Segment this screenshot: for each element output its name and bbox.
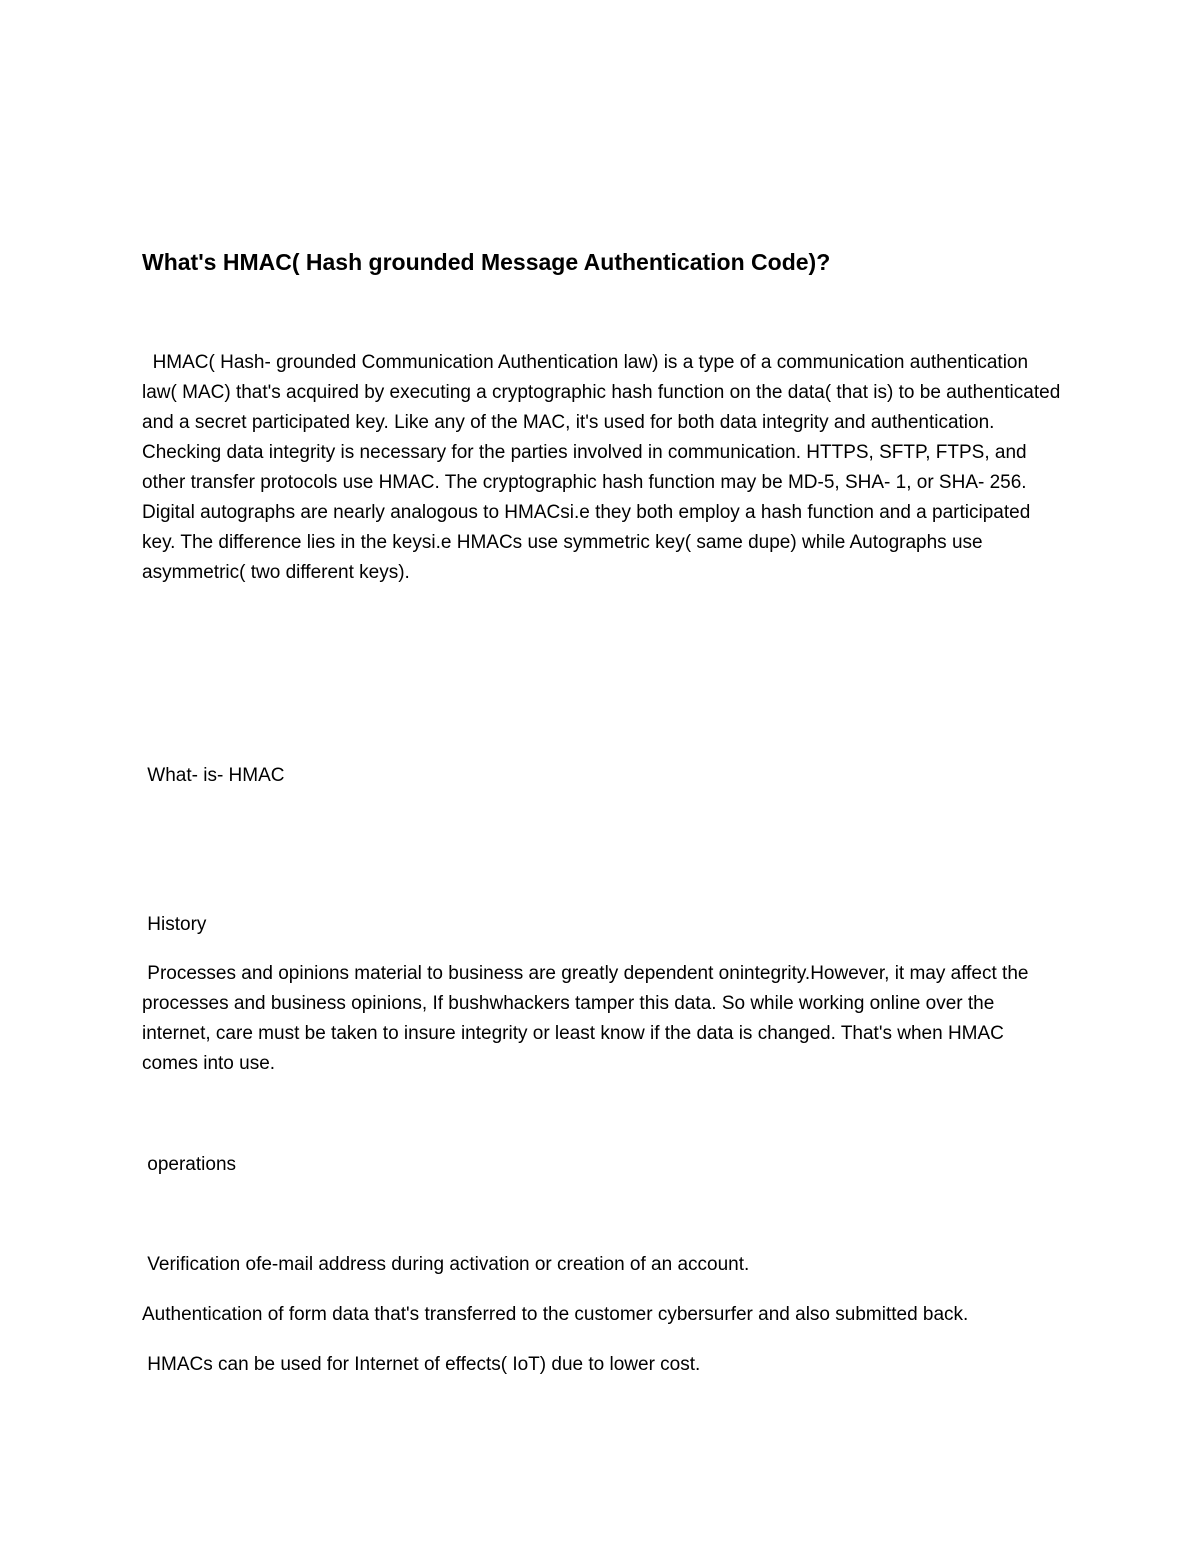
operations-item-authentication: Authentication of form data that's transferred to the customer cybersurfer and also submitted back. <box>142 1304 969 1325</box>
document-title: What's HMAC( Hash grounded Message Authentication Code)? <box>142 249 831 275</box>
operations-item-iot: HMACs can be used for Internet of effects( IoT) due to lower cost. <box>142 1354 701 1375</box>
intro-paragraph: HMAC( Hash- grounded Communication Authentication law) is a type of a communication authentication law( MAC) that's acquired by executing a cryptographic hash function on the data( that is) to be authenticated and a secret participated key. Like any of the MAC, it's used for both data integrity and authentication. Checking data integrity is necessary for the parties involved in communication. HTTPS, SFTP, FTPS, and other transfer protocols use HMAC. The cryptographic hash function may be MD-5, SHA- 1, or SHA- 256. Digital autographs are nearly analogous to HMACsi.e they both employ a hash function and a participated key. The difference lies in the keysi.e HMACs use symmetric key( same dupe) while Autographs use asymmetric( two different keys). <box>142 352 1066 583</box>
image-caption: What- is- HMAC <box>142 765 285 786</box>
history-heading: History <box>142 914 207 935</box>
operations-heading: operations <box>142 1154 237 1175</box>
history-paragraph: Processes and opinions material to business are greatly dependent onintegrity.However, it may affect the processes and business opinions, If bushwhackers tamper this data. So while working online over the internet, care must be taken to insure integrity or least know if the data is changed. That's when HMAC comes into use. <box>142 963 1034 1074</box>
operations-item-verification: Verification ofe-mail address during activation or creation of an account. <box>142 1254 750 1275</box>
